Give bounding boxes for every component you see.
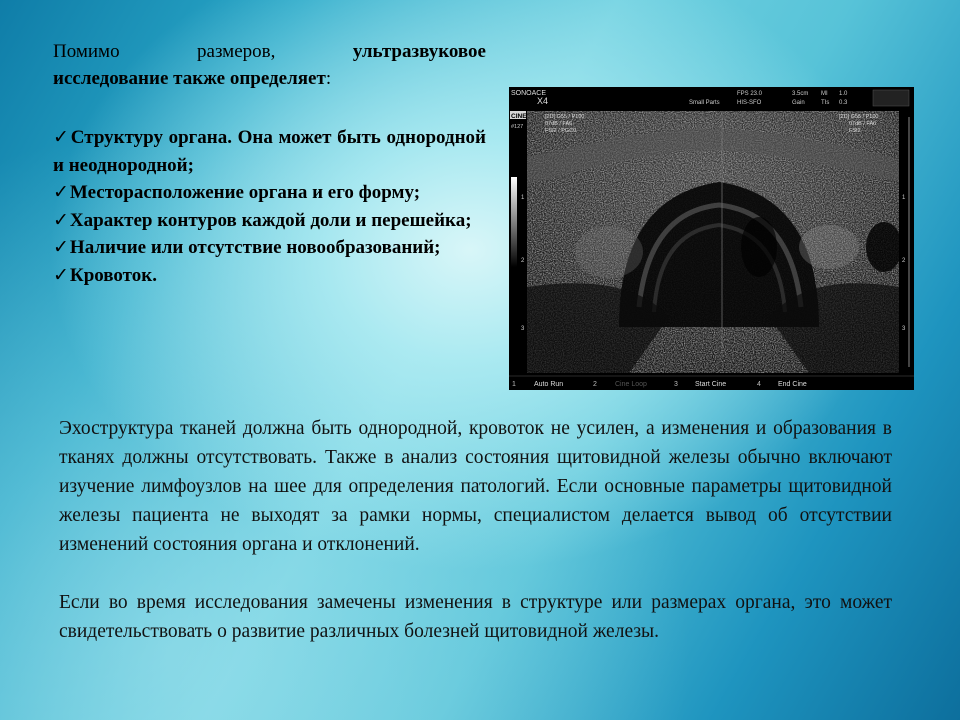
softkey-auto-run: Auto Run [534, 381, 564, 388]
us-right-info-2: 07dB / FA6 [849, 121, 877, 127]
us-mi-value: 1.0 [839, 91, 848, 97]
depth-mark-left: 2 [521, 258, 525, 264]
intro-word-3: ультразвуковое [352, 41, 486, 62]
us-gain: Gain [792, 100, 805, 106]
us-right-info-3: FSI2 [849, 128, 861, 134]
bullet-item [53, 124, 486, 179]
us-zoom: X4 [537, 96, 549, 106]
bullet-text: Кровоток. [69, 264, 157, 286]
us-tis-label: TIs [821, 100, 830, 106]
checkmark-icon: ✓ [53, 127, 70, 148]
cine-label: CINE [511, 113, 527, 120]
softkey-num: 1 [512, 381, 516, 388]
intro-line-2-bold: исследование также определяет [53, 68, 326, 89]
depth-mark-right: 3 [902, 326, 906, 332]
us-frame: #127 [511, 124, 524, 130]
softkey-num: 2 [593, 381, 597, 388]
checkmark-icon: ✓ [53, 264, 69, 286]
us-left-info-3: FSI2 / PGC0 [545, 128, 577, 134]
ultrasound-image [509, 87, 914, 390]
us-mi-label: MI [821, 91, 828, 97]
bullet-text: Характер контуров каждой доли и перешейка; [69, 209, 472, 231]
bullet-text: Наличие или отсутствие новообразований; [69, 237, 441, 258]
us-right-info-1: [2D] G55 / P100 [839, 114, 879, 120]
intro-text [53, 38, 486, 92]
checkmark-icon: ✓ [53, 209, 69, 231]
softkey-end-cine: End Cine [778, 381, 807, 388]
paragraph-1: Эхоструктура тканей должна быть однородной, кровоток не усилен, а изменения и образования в тканях должны отсутствовать. Также в анализ состояния щитовидной железы обычно включают изучение лимфоузлов на шее для определения патологий. Если основные параметры щитовидной железы пациента не выходят за рамки нормы, специалистом делается вывод об отсутствии изменений состояния органа и отклонений. [59, 418, 892, 555]
bullet-item [53, 234, 486, 262]
us-left-info-2: 07dB / FA6 [545, 121, 573, 127]
softkey-num: 3 [674, 381, 678, 388]
us-fps: FPS 23.0 [737, 91, 763, 97]
bullet-list [53, 124, 486, 289]
paragraph-2: Если во время исследования замечены изменения в структуре или размерах органа, это может свидетельствовать о развитие различных болезней щитовидной железы. [59, 592, 892, 642]
bullet-text: Месторасположение органа и его форму; [69, 182, 421, 203]
intro-colon: : [325, 68, 332, 89]
depth-mark-right: 1 [902, 195, 906, 201]
depth-mark-left: 1 [521, 195, 525, 201]
intro-word-1: Помимо [53, 41, 120, 62]
us-depth: 3.5cm [792, 91, 809, 97]
depth-mark-left: 3 [521, 326, 525, 332]
checkmark-icon: ✓ [53, 237, 69, 258]
us-logo-box [873, 90, 909, 106]
intro-line-1 [53, 38, 486, 65]
bullet-item [53, 262, 486, 290]
intro-line-2 [53, 65, 486, 92]
intro-word-2: размеров, [197, 41, 276, 62]
us-brand: SONOACE [511, 90, 547, 97]
softkey-cine-loop: Cine Loop [615, 381, 647, 388]
checkmark-icon: ✓ [53, 182, 69, 203]
grayscale-bar [511, 177, 517, 267]
softkey-num: 4 [757, 381, 761, 388]
bullet-item [53, 207, 486, 235]
us-his: HIS-SFO [737, 100, 762, 106]
us-tis-value: 0.3 [839, 100, 848, 106]
depth-mark-right: 2 [902, 258, 906, 264]
softkey-start-cine: Start Cine [695, 381, 727, 388]
bullet-item [53, 179, 486, 207]
us-left-info-1: [2D] G55 / P100 [545, 114, 585, 120]
bullet-text: Структуру органа. Она может быть однородной и неоднородной; [53, 127, 486, 176]
us-preset: Small Parts [689, 100, 720, 106]
